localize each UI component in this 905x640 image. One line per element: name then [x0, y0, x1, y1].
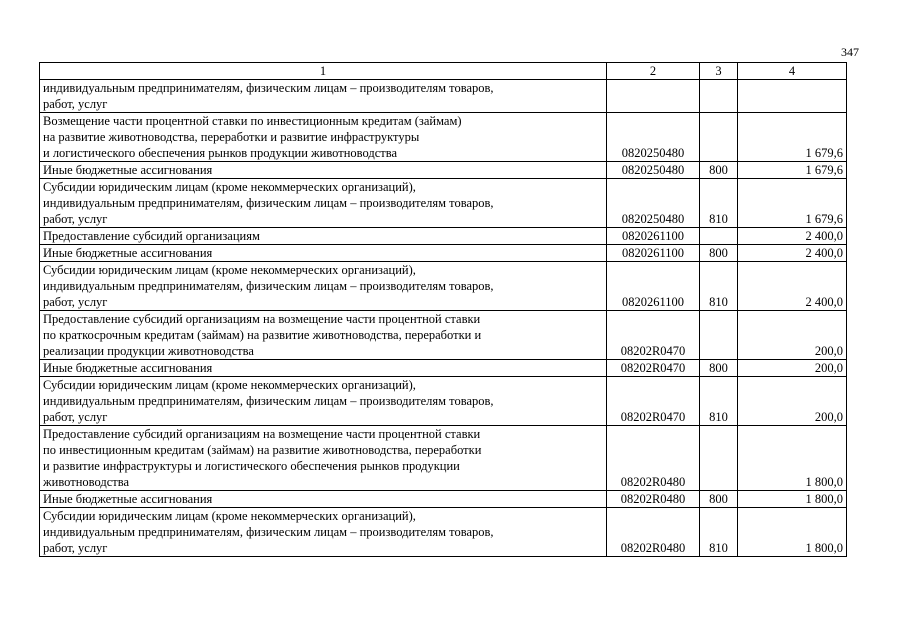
row-description: Субсидии юридическим лицам (кроме некоммерческих организаций), индивидуальным предпринимателям, физическим лицам – производителям товаров, работ, услуг [40, 179, 607, 228]
row-target-code: 08202R0470 [607, 360, 700, 377]
row-target-code: 08202R0480 [607, 508, 700, 557]
row-description: Субсидии юридическим лицам (кроме некоммерческих организаций), индивидуальным предпринимателям, физическим лицам – производителям товаров, работ, услуг [40, 377, 607, 426]
budget-table [39, 62, 847, 557]
table-row [40, 179, 847, 228]
row-expense-type: 810 [700, 262, 738, 311]
table-header [40, 63, 847, 80]
row-expense-type [700, 311, 738, 360]
row-target-code: 08202R0480 [607, 426, 700, 491]
row-target-code: 0820261100 [607, 228, 700, 245]
row-description: Иные бюджетные ассигнования [40, 360, 607, 377]
row-expense-type [700, 426, 738, 491]
header-row [40, 63, 847, 80]
row-expense-type [700, 228, 738, 245]
row-description: Предоставление субсидий организациям [40, 228, 607, 245]
row-target-code: 0820250480 [607, 162, 700, 179]
row-description: Предоставление субсидий организациям на возмещение части процентной ставки по инвестиционным кредитам (займам) на развитие животноводства, переработки и развитие инфраструктуры и логистического обеспечения рынков продукции животноводства [40, 426, 607, 491]
row-expense-type [700, 80, 738, 113]
row-amount: 200,0 [738, 360, 847, 377]
row-amount: 2 400,0 [738, 262, 847, 311]
row-target-code: 08202R0480 [607, 491, 700, 508]
row-target-code: 08202R0470 [607, 377, 700, 426]
row-expense-type [700, 113, 738, 162]
row-amount [738, 80, 847, 113]
row-expense-type: 800 [700, 245, 738, 262]
page-number: 347 [841, 45, 859, 59]
row-description: индивидуальным предпринимателям, физическим лицам – производителям товаров, работ, услуг [40, 80, 607, 113]
row-amount: 200,0 [738, 311, 847, 360]
column-header-description: 1 [40, 63, 607, 80]
column-header-code: 2 [607, 63, 700, 80]
row-amount: 1 679,6 [738, 162, 847, 179]
row-description: Иные бюджетные ассигнования [40, 162, 607, 179]
row-expense-type: 810 [700, 377, 738, 426]
table-row [40, 262, 847, 311]
table-row [40, 377, 847, 426]
table-row [40, 80, 847, 113]
row-expense-type: 810 [700, 508, 738, 557]
column-header-type: 3 [700, 63, 738, 80]
row-description: Иные бюджетные ассигнования [40, 245, 607, 262]
row-expense-type: 800 [700, 360, 738, 377]
row-description: Иные бюджетные ассигнования [40, 491, 607, 508]
row-target-code [607, 80, 700, 113]
row-description: Возмещение части процентной ставки по инвестиционным кредитам (займам) на развитие животноводства, переработки и развитие инфраструктуры и логистического обеспечения рынков продукции животноводства [40, 113, 607, 162]
table-body [40, 80, 847, 557]
row-expense-type: 800 [700, 491, 738, 508]
table-row [40, 360, 847, 377]
column-header-amount: 4 [738, 63, 847, 80]
row-target-code: 0820250480 [607, 113, 700, 162]
row-amount: 2 400,0 [738, 228, 847, 245]
row-amount: 200,0 [738, 377, 847, 426]
row-target-code: 08202R0470 [607, 311, 700, 360]
table-row [40, 508, 847, 557]
table-row [40, 245, 847, 262]
row-description: Предоставление субсидий организациям на возмещение части процентной ставки по краткосрочным кредитам (займам) на развитие животноводства, переработки и реализации продукции животноводства [40, 311, 607, 360]
table-row [40, 228, 847, 245]
row-target-code: 0820250480 [607, 179, 700, 228]
table-row [40, 113, 847, 162]
row-amount: 1 800,0 [738, 426, 847, 491]
row-expense-type: 800 [700, 162, 738, 179]
table-row [40, 162, 847, 179]
table-row [40, 491, 847, 508]
row-expense-type: 810 [700, 179, 738, 228]
row-amount: 1 679,6 [738, 179, 847, 228]
row-amount: 2 400,0 [738, 245, 847, 262]
row-amount: 1 800,0 [738, 508, 847, 557]
row-description: Субсидии юридическим лицам (кроме некоммерческих организаций), индивидуальным предпринимателям, физическим лицам – производителям товаров, работ, услуг [40, 262, 607, 311]
row-amount: 1 679,6 [738, 113, 847, 162]
table-row [40, 311, 847, 360]
row-target-code: 0820261100 [607, 262, 700, 311]
row-description: Субсидии юридическим лицам (кроме некоммерческих организаций), индивидуальным предпринимателям, физическим лицам – производителям товаров, работ, услуг [40, 508, 607, 557]
row-target-code: 0820261100 [607, 245, 700, 262]
row-amount: 1 800,0 [738, 491, 847, 508]
table-row [40, 426, 847, 491]
